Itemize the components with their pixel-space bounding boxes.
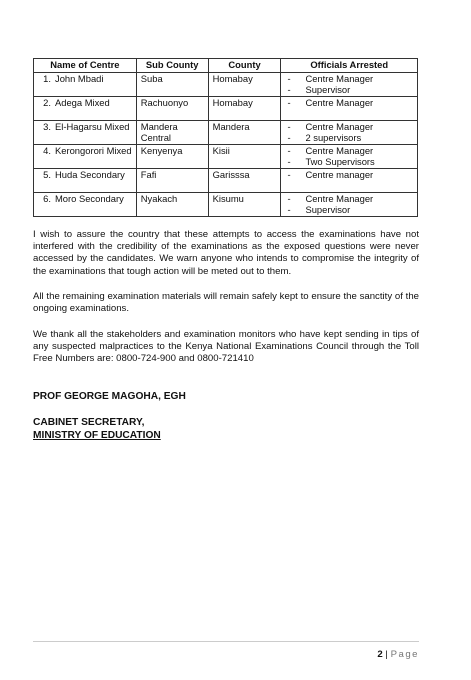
official-role: Centre Manager [305, 97, 374, 108]
table-header-row [34, 59, 418, 73]
header-name-of-centre: Name of Centre [34, 59, 137, 73]
official-role: Supervisor [305, 203, 351, 215]
officials-list [285, 170, 413, 181]
official-item [285, 205, 413, 216]
cell-sub-county: Kenyenya [136, 145, 208, 169]
centre-name: Kerongorori Mixed [55, 145, 132, 156]
official-role: Centre manager [305, 169, 374, 180]
cell-county: Kisii [208, 145, 281, 169]
header-county: County [208, 59, 281, 73]
cell-sub-county: Mandera Central [136, 121, 208, 145]
cell-officials [281, 145, 418, 169]
officials-list [285, 146, 413, 167]
cell-officials [281, 97, 418, 121]
official-role: 2 supervisors [305, 131, 362, 143]
official-role: Supervisor [305, 83, 351, 95]
bullet-dash: - [287, 169, 291, 180]
official-item [285, 74, 413, 85]
paragraph-materials: All the remaining examination materials will remain safely kept to ensure the sanctity of the ongoing examinations. [33, 291, 419, 315]
cell-sub-county: Suba [136, 73, 208, 97]
cell-county: Homabay [208, 73, 281, 97]
official-item [285, 170, 413, 181]
official-role: Centre Manager [305, 121, 374, 132]
bullet-dash: - [287, 121, 291, 132]
header-sub-county: Sub County [136, 59, 208, 73]
bullet-dash: - [287, 73, 291, 84]
bullet-dash: - [287, 97, 291, 108]
row-number: 1. [43, 73, 51, 84]
cell-sub-county: Nyakach [136, 193, 208, 217]
header-officials-arrested: Officials Arrested [281, 59, 418, 73]
centre-name: Adega Mixed [55, 97, 110, 108]
page-number: 2 [377, 649, 383, 660]
table-row [34, 97, 418, 121]
official-item [285, 85, 413, 96]
paragraph-thanks: We thank all the stakeholders and examination monitors who have kept sending in tips of any suspected malpractices to the Kenya National Examinations Council through the Toll Free Numbers are: 0800-724-900 and 0800-721410 [33, 329, 419, 365]
cell-centre [34, 193, 137, 217]
bullet-dash: - [287, 193, 291, 204]
signatory-ministry: MINISTRY OF EDUCATION [33, 430, 161, 441]
bullet-dash: - [287, 155, 291, 167]
cell-officials [281, 121, 418, 145]
table-row [34, 121, 418, 145]
cell-officials [281, 193, 418, 217]
paragraph-assurance: I wish to assure the country that these attempts to access the examinations have not interfered with the credibility of the examinations as the exposed questions were never accessed by the candidates. We warn anyone who intends to compromise the integrity of the examinations that tough action will be meted out to them. [33, 229, 419, 277]
table-row [34, 193, 418, 217]
arrests-table [33, 58, 418, 217]
bullet-dash: - [287, 203, 291, 215]
cell-county: Garisssa [208, 169, 281, 193]
official-item [285, 133, 413, 144]
cell-county: Kisumu [208, 193, 281, 217]
official-item [285, 157, 413, 168]
page-label: Page [390, 649, 419, 660]
cell-officials [281, 73, 418, 97]
table-row [34, 73, 418, 97]
official-item [285, 194, 413, 205]
table-body [34, 73, 418, 217]
cell-sub-county: Rachuonyo [136, 97, 208, 121]
cell-centre [34, 145, 137, 169]
officials-list [285, 122, 413, 143]
table-row [34, 169, 418, 193]
official-role: Centre Manager [305, 73, 374, 84]
bullet-dash: - [287, 83, 291, 95]
cell-centre [34, 97, 137, 121]
officials-list [285, 74, 413, 95]
cell-county: Mandera [208, 121, 281, 145]
row-number: 4. [43, 145, 51, 156]
official-item [285, 146, 413, 157]
officials-list [285, 194, 413, 215]
bullet-dash: - [287, 131, 291, 143]
bullet-dash: - [287, 145, 291, 156]
centre-name: John Mbadi [55, 73, 104, 84]
official-role: Centre Manager [305, 193, 374, 204]
official-role: Two Supervisors [305, 155, 375, 167]
centre-name: El-Hagarsu Mixed [55, 121, 130, 132]
signatory-title: CABINET SECRETARY, [33, 417, 145, 428]
officials-list [285, 98, 413, 109]
centre-name: Moro Secondary [55, 193, 124, 204]
page-separator: | [385, 649, 388, 660]
table-row [34, 145, 418, 169]
footer-divider [33, 641, 419, 642]
cell-centre [34, 73, 137, 97]
official-role: Centre Manager [305, 145, 374, 156]
centre-name: Huda Secondary [55, 169, 125, 180]
row-number: 2. [43, 97, 51, 108]
cell-officials [281, 169, 418, 193]
row-number: 3. [43, 121, 51, 132]
page-footer [377, 649, 419, 660]
row-number: 5. [43, 169, 51, 180]
signatory-name: PROF GEORGE MAGOHA, EGH [33, 391, 186, 402]
cell-sub-county: Fafi [136, 169, 208, 193]
row-number: 6. [43, 193, 51, 204]
official-item [285, 98, 413, 109]
cell-centre [34, 169, 137, 193]
official-item [285, 122, 413, 133]
cell-county: Homabay [208, 97, 281, 121]
cell-centre [34, 121, 137, 145]
